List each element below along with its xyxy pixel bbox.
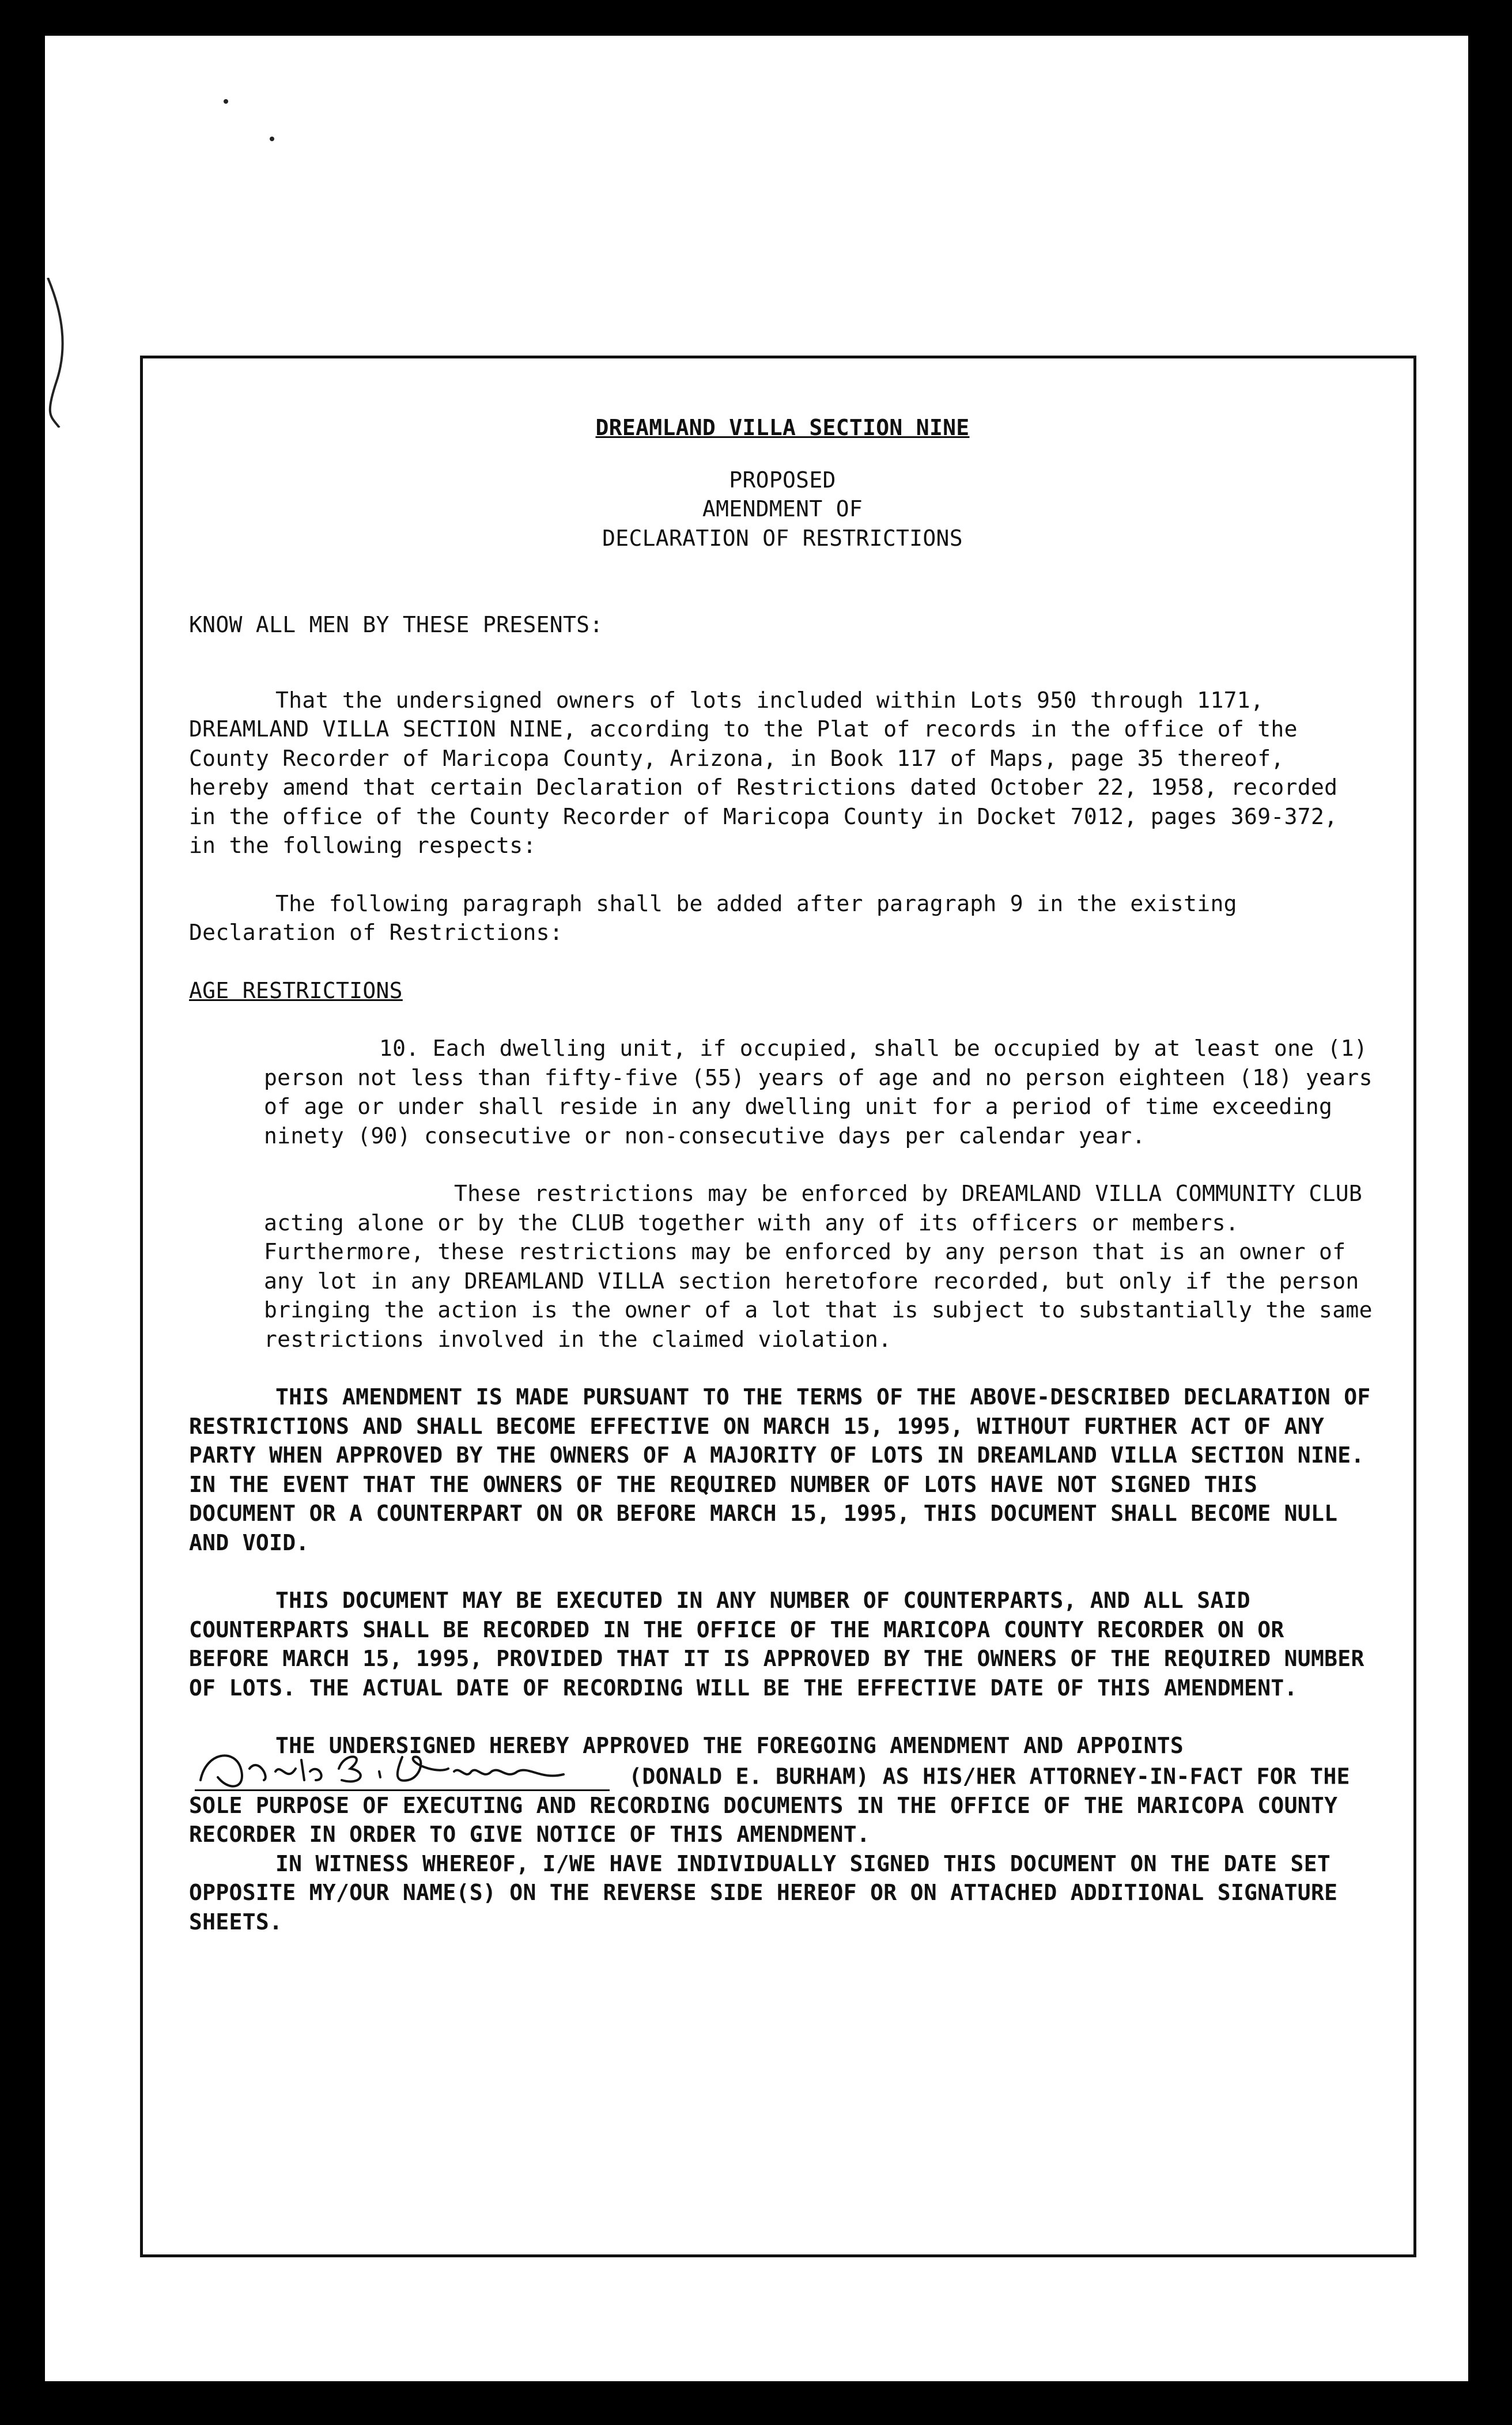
salutation: KNOW ALL MEN BY THESE PRESENTS:: [189, 612, 603, 637]
signature-drawing: [195, 1746, 610, 1792]
document-title: DREAMLAND VILLA SECTION NINE: [595, 415, 970, 440]
appointment-text: THE UNDERSIGNED HEREBY APPROVED THE FOREGOING AMENDMENT AND APPOINTS: [275, 1733, 1184, 1758]
amendment-paragraph: THIS AMENDMENT IS MADE PURSUANT TO THE TERMS OF THE ABOVE-DESCRIBED DECLARATION OF RESTRICTIONS AND SHALL BECOME EFFECTIVE ON MARCH 15, 1995, WITHOUT FURTHER ACT OF ANY PARTY WHEN APPROVED BY THE OWNERS OF A MAJORITY OF LOTS IN DREAMLAND VILLA SECTION NINE. IN THE EVENT THAT THE OWNERS OF THE REQUIRED NUMBER OF LOTS HAVE NOT SIGNED THIS DOCUMENT OR A COUNTERPART ON OR BEFORE MARCH 15, 1995, THIS DOCUMENT SHALL BECOME NULL AND VOID.: [189, 1384, 1371, 1555]
document-subtitle: [189, 466, 1376, 553]
enforcement-paragraph: These restrictions may be enforced by DREAMLAND VILLA COMMUNITY CLUB acting alone or by the CLUB together with any of its officers or members. Furthermore, these restrictions may be enforced by any person that is an owner of any lot in any DREAMLAND VILLA section heretofore recorded, but only if the person bringing the action is the owner of a lot that is subject to substantially the same restrictions involved in the claimed violation.: [264, 1181, 1373, 1352]
intro-paragraph: That the undersigned owners of lots included within Lots 950 through 1171, DREAMLAND VILLA SECTION NINE, according to the Plat of records in the office of the County Recorder of Maricopa County, Arizona, in Book 117 of Maps, page 35 thereof, hereby amend that certain Declaration of Restrictions dated October 22, 1958, recorded in the office of the County Recorder of Maricopa County in Docket 7012, pages 369-372, in the following respects:: [189, 687, 1338, 858]
section-heading: AGE RESTRICTIONS: [189, 977, 403, 1003]
appointment-paragraph: [189, 1731, 1376, 1849]
witness-paragraph: IN WITNESS WHEREOF, I/WE HAVE INDIVIDUALLY SIGNED THIS DOCUMENT ON THE DATE SET OPPOSITE MY/OUR NAME(S) ON THE REVERSE SIDE HEREOF OR ON ATTACHED ADDITIONAL SIGNATURE SHEETS.: [189, 1850, 1338, 1935]
scan-speck: [224, 99, 228, 104]
document-body: [189, 413, 1376, 1965]
document-border: [140, 356, 1416, 2257]
scan-speck: [270, 137, 274, 141]
subtitle-line: AMENDMENT OF: [702, 496, 863, 522]
scan-edge-artifact: [45, 278, 80, 428]
paragraph-10: 10. Each dwelling unit, if occupied, shall be occupied by at least one (1) person not less than fifty-five (55) years of age and no person eighteen (18) years of age or under shall reside in any dwelling unit for a period of time exceeding ninety (90) consecutive or non-consecutive days per calendar year.: [264, 1036, 1373, 1149]
counterparts-paragraph: THIS DOCUMENT MAY BE EXECUTED IN ANY NUMBER OF COUNTERPARTS, AND ALL SAID COUNTERPARTS SHALL BE RECORDED IN THE OFFICE OF THE MARICOPA COUNTY RECORDER ON OR BEFORE MARCH 15, 1995, PROVIDED THAT IT IS APPROVED BY THE OWNERS OF THE REQUIRED NUMBER OF LOTS. THE ACTUAL DATE OF RECORDING WILL BE THE EFFECTIVE DATE OF THIS AMENDMENT.: [189, 1588, 1364, 1701]
addition-paragraph: The following paragraph shall be added after paragraph 9 in the existing Declaration of Restrictions:: [189, 890, 1237, 945]
signature: [195, 1761, 610, 1791]
subtitle-line: PROPOSED: [729, 467, 836, 493]
paper-sheet: [45, 36, 1468, 2381]
subtitle-line: DECLARATION OF RESTRICTIONS: [602, 525, 963, 551]
appointment-text-continued: (DONALD E. BURHAM) AS HIS/HER ATTORNEY-IN-FACT FOR THE SOLE PURPOSE OF EXECUTING AND RECORDING DOCUMENTS IN THE OFFICE OF THE MARICOPA COUNTY RECORDER IN ORDER TO GIVE NOTICE OF THIS AMENDMENT.: [189, 1763, 1350, 1847]
